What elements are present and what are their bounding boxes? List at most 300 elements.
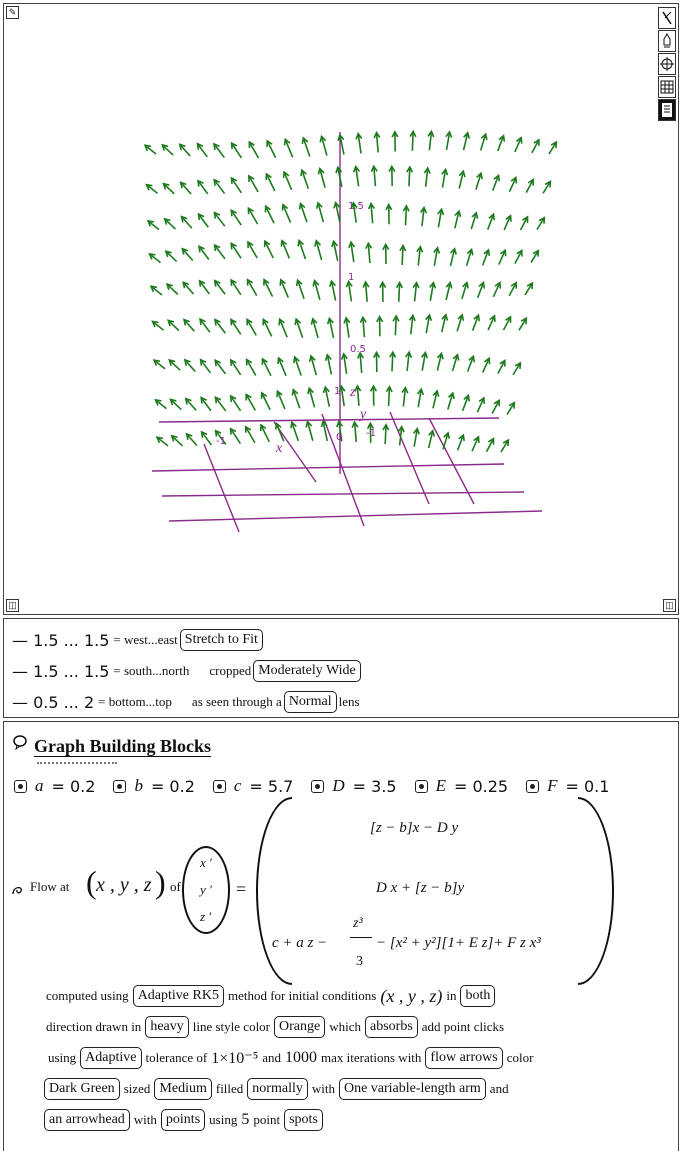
flow-arrow — [231, 396, 241, 411]
range-y-text: — 1.5 ... 1.5 — [12, 662, 109, 681]
flow-arrow — [199, 246, 209, 259]
settings-text: and — [490, 1081, 509, 1097]
flow-arrow — [410, 131, 416, 150]
flow-arrow — [374, 133, 380, 153]
flow-arrow — [458, 435, 465, 450]
flow-arrow — [198, 181, 208, 194]
param-a[interactable] — [14, 776, 95, 796]
grid-line — [204, 444, 239, 532]
flow-arrow — [215, 245, 225, 259]
z-tick-label: 0 — [336, 432, 342, 443]
flow-arrow — [509, 283, 516, 296]
frac-den: 3 — [356, 954, 363, 970]
flow-arrow — [457, 315, 463, 331]
flow-arrow — [498, 361, 505, 374]
flow-arrow — [201, 398, 211, 411]
flow-arrow — [181, 217, 191, 229]
flow-arrow — [201, 360, 211, 373]
heavy-button[interactable]: heavy — [145, 1016, 188, 1038]
flow-arrow — [231, 319, 241, 334]
param-d-toggle[interactable] — [311, 780, 324, 793]
settings-line — [44, 1016, 506, 1038]
grid-line — [429, 418, 474, 504]
flow-arrow — [386, 387, 392, 406]
flow-eq-z-b[interactable]: − [x² + y²][1+ E z]+ F z x³ — [376, 935, 541, 952]
flow-arrow — [499, 250, 506, 264]
collapse-icon[interactable]: ◫ — [6, 599, 19, 612]
flow-arrow — [455, 211, 461, 228]
tick-label: -1 — [216, 436, 226, 447]
settings-text: color — [507, 1050, 534, 1066]
settings-text: which — [329, 1019, 361, 1035]
param-c-name: c — [234, 776, 242, 796]
flow-arrow — [429, 431, 435, 448]
flow-arrow — [549, 142, 556, 154]
adaptive-button[interactable]: Adaptive — [80, 1047, 141, 1069]
flow-arrow — [488, 214, 495, 229]
flow-arrow — [383, 244, 389, 264]
flow-eq-z-a[interactable]: c + a z − — [272, 935, 327, 952]
flow-arrow — [145, 145, 156, 154]
flow-arrow — [521, 217, 528, 230]
flow-arrow — [526, 180, 533, 193]
flow-arrow — [406, 352, 412, 371]
of-row — [170, 879, 181, 895]
flow-arrow — [354, 167, 360, 187]
param-f[interactable] — [526, 776, 609, 796]
settings-text: direction drawn in — [46, 1019, 141, 1035]
flow-arrow — [262, 359, 271, 376]
frac-bar — [350, 937, 372, 938]
range-x-desc: = west...east — [113, 632, 177, 648]
param-e-value[interactable]: = 0.25 — [454, 777, 508, 796]
flow-arrow — [355, 386, 361, 406]
flow-arrow — [317, 203, 324, 222]
flow-arrow — [247, 360, 256, 376]
flow-arrow — [167, 284, 178, 294]
flow-arrow — [187, 434, 197, 446]
flow-arrow — [519, 318, 526, 330]
flow-arrow — [151, 286, 162, 295]
flow-arrow — [248, 280, 257, 296]
grid-line — [159, 418, 499, 422]
settings-text: 1×10⁻⁵ — [211, 1048, 258, 1068]
flow-arrow — [498, 136, 505, 151]
z-tick-label: 1 — [348, 272, 354, 283]
range-z-desc: = bottom...top — [98, 694, 172, 710]
flow-arrow — [297, 280, 304, 299]
flow-arrow — [344, 318, 350, 338]
flow-arrow — [246, 394, 255, 410]
flow-arrow — [280, 280, 288, 298]
flow-arrow — [171, 399, 182, 409]
flow-arrow — [231, 243, 241, 258]
flow-arrow — [284, 172, 292, 190]
frac-num: z³ — [353, 916, 363, 932]
tick-label: -1 — [366, 428, 376, 439]
flow-arrow — [504, 317, 511, 330]
flow-arrow — [265, 241, 274, 258]
flow-arrow-shaft — [406, 206, 407, 225]
flow-arrow — [397, 283, 403, 302]
flow-arrow — [403, 206, 409, 225]
flow-arrow — [185, 360, 195, 372]
normally-button[interactable]: normally — [247, 1078, 308, 1100]
settings-text: tolerance of — [146, 1050, 208, 1066]
flow-arrow — [308, 388, 315, 407]
flow-arrow-shaft — [399, 283, 400, 302]
flow-arrow — [515, 251, 522, 264]
flow-arrow — [543, 181, 550, 193]
z-tick-label: 1.5 — [348, 201, 364, 212]
flow-arrow — [180, 144, 190, 156]
medium-button[interactable]: Medium — [154, 1078, 211, 1100]
flow-arrow-shaft — [412, 131, 413, 150]
flow-arrow — [492, 400, 499, 413]
flow-arrow — [366, 243, 372, 263]
adaptive-rk5-button[interactable]: Adaptive RK5 — [133, 985, 224, 1007]
flow-eq-x[interactable]: [z − b]x − D y — [370, 820, 458, 837]
stretch-button[interactable]: Stretch to Fit — [180, 629, 263, 651]
flow-arrow — [421, 208, 427, 227]
flow-arrow — [328, 318, 334, 338]
flow-arrow — [148, 221, 159, 230]
flow-arrow — [525, 283, 532, 295]
param-f-value[interactable]: = 0.1 — [565, 777, 609, 796]
flow-arrow — [342, 354, 348, 374]
flow-arrow — [246, 427, 255, 443]
param-f-toggle[interactable] — [526, 780, 539, 793]
flow-arrow — [336, 167, 342, 187]
flow-arrow — [409, 315, 415, 334]
flow-arrow — [295, 319, 302, 338]
flow-arrow — [285, 139, 293, 157]
flow-arrow — [165, 219, 176, 229]
flow-arrow — [493, 283, 500, 297]
flow-arrow — [214, 180, 224, 194]
matrix-left-paren — [256, 797, 292, 985]
flow-arrow — [501, 440, 508, 452]
flow-arrow — [214, 213, 224, 227]
flow-arrow — [279, 319, 287, 337]
flow-arrow — [231, 178, 241, 193]
flow-arrow — [442, 315, 448, 332]
flow-arrow — [450, 249, 456, 266]
flow-arrow — [249, 176, 258, 192]
range-row-y — [12, 660, 363, 682]
flow-arrow — [197, 144, 207, 157]
flow-arrow — [231, 360, 241, 375]
flow-arrow — [334, 203, 340, 223]
grid-line — [169, 511, 542, 521]
param-c-value[interactable]: = 5.7 — [249, 777, 293, 796]
flow-arrow — [442, 169, 448, 187]
an-arrowhead-button[interactable]: an arrowhead — [44, 1109, 130, 1131]
lens-suffix: lens — [339, 694, 360, 710]
settings-text: filled — [216, 1081, 243, 1097]
settings-text: with — [134, 1112, 157, 1128]
flow-arrow — [434, 248, 440, 266]
flow-arrow — [294, 357, 301, 376]
flow-arrow — [249, 142, 258, 158]
flow-arrow — [433, 391, 439, 408]
flow-arrow — [291, 422, 298, 441]
flow-arrow — [407, 167, 413, 186]
one-variable-length-arm-button[interactable]: One variable-length arm — [339, 1078, 486, 1100]
flow-eq-y[interactable]: D x + [z − b]y — [376, 880, 464, 897]
flow-arrow — [181, 182, 191, 194]
flow-arrow — [281, 241, 289, 259]
flow-arrow — [414, 429, 420, 447]
flow-arrow — [200, 281, 210, 294]
flow-arrow — [202, 432, 212, 445]
flow-arrow — [313, 281, 320, 300]
flow-header — [30, 879, 69, 895]
flow-arrow-shaft — [389, 387, 390, 406]
flow-arrow — [315, 241, 322, 260]
settings-text: 1000 — [285, 1049, 317, 1067]
flow-arrow — [426, 315, 432, 333]
flow-arrow — [509, 178, 516, 192]
flow-arrow — [476, 173, 482, 189]
flow-arrow — [360, 317, 366, 337]
flow-arrow — [452, 355, 458, 371]
flow-arrow — [537, 218, 544, 230]
flow-arrow — [446, 132, 452, 150]
param-e-toggle[interactable] — [415, 780, 428, 793]
flow-arrow — [428, 131, 434, 150]
flow-arrow — [215, 397, 225, 411]
flow-arrow — [262, 393, 271, 410]
grid-line — [322, 414, 364, 526]
flow-arrow — [266, 174, 275, 191]
settings-line — [42, 1109, 325, 1131]
z-tick-label: 0.5 — [350, 344, 366, 355]
flow-arrow — [358, 353, 364, 373]
flow-arrow — [400, 246, 406, 265]
flow-arrow — [386, 205, 392, 225]
absorbs-button[interactable]: absorbs — [365, 1016, 418, 1038]
param-a-value[interactable]: = 0.2 — [52, 777, 96, 796]
crop-button[interactable]: Moderately Wide — [253, 660, 361, 682]
settings-line — [46, 1047, 535, 1069]
param-a-toggle[interactable] — [14, 780, 27, 793]
param-c-toggle[interactable] — [213, 780, 226, 793]
settings-line — [42, 1078, 511, 1100]
flow-arrow — [310, 356, 317, 375]
flow-arrow — [184, 320, 194, 332]
flow-arrow — [471, 213, 477, 229]
flow-arrow — [413, 283, 419, 302]
flow-arrow-shaft — [409, 167, 410, 186]
flow-arrow — [467, 249, 473, 265]
both-button[interactable]: both — [460, 985, 495, 1007]
orange-button[interactable]: Orange — [274, 1016, 325, 1038]
flow-arrow — [199, 214, 209, 227]
flow-arrow — [150, 254, 161, 263]
flow-arrow — [507, 403, 514, 415]
flow-arrow — [371, 386, 377, 406]
flow-arrow — [377, 317, 383, 337]
flow-arrow — [402, 388, 408, 407]
flow-arrow — [371, 166, 377, 186]
flow-arrow — [383, 425, 389, 444]
flow-arrow — [531, 251, 538, 263]
range-z-text: — 0.5 ... 2 — [12, 693, 94, 712]
settings-text: (x , y , z) — [380, 986, 442, 1007]
flow-arrow — [487, 439, 494, 452]
range-row-z — [12, 691, 360, 713]
flow-arrow — [320, 136, 327, 155]
building-blocks-panel: Graph Building Blocks a = 0.2 b = 0.2 c = 5.7 D = 3.5 E = 0.25 F = 0.1 Flow at ( x , y , z ) of x ′ y ′ z ′ = [z − b]x − D y D x + [z − b]y c + a z − z³ 3 − [x² + y²][1+ E z]+ F z x³ computed using Adaptive RK5 method for initial conditions (x , y , z) in both direction drawn in heavy line style color Orange which absorbs add point clicks using Adaptive tolerance of 1×10⁻⁵ and 1000 max iterations with flow arrows color Dark Green sized Medium filled normally with One variable-length arm and an arrowhead with points using 5 point spots — [3, 721, 679, 1151]
settings-text: using — [209, 1112, 237, 1128]
flow-arrow — [481, 134, 487, 150]
flow-arrow — [459, 171, 465, 188]
params-row — [14, 776, 609, 796]
settings-text: and — [262, 1050, 281, 1066]
flow-arrow — [298, 240, 305, 259]
flow-arrow — [172, 436, 183, 446]
param-d[interactable] — [311, 776, 396, 796]
flow-arrow — [318, 169, 325, 188]
settings-text: add point clicks — [422, 1019, 504, 1035]
flow-arrow — [215, 360, 225, 374]
graph-panel[interactable] — [3, 3, 679, 615]
param-e[interactable] — [415, 776, 509, 796]
dark-green-button[interactable]: Dark Green — [44, 1078, 120, 1100]
flow-arrow — [349, 242, 355, 262]
flow-arrow — [356, 134, 362, 154]
speech-bubble-icon[interactable] — [12, 734, 28, 750]
flow-arrow — [231, 280, 241, 295]
flow-arrow — [464, 133, 470, 150]
flow-arrow — [346, 282, 352, 302]
grid-line — [152, 464, 504, 471]
flow-arrow — [374, 352, 380, 372]
param-c[interactable] — [213, 776, 293, 796]
flow-arrow — [166, 251, 177, 261]
flow-arrow — [369, 204, 375, 224]
flow-arrow — [264, 280, 273, 297]
range-panel — [3, 618, 679, 718]
flow-arrow — [156, 400, 167, 409]
matrix-right-paren — [578, 797, 614, 985]
flow-arrow — [390, 352, 396, 371]
edit-icon[interactable]: ✎ — [6, 6, 19, 19]
cropped-label: cropped — [209, 663, 251, 679]
axis-label: z — [349, 385, 356, 400]
flow-icon[interactable] — [10, 882, 26, 898]
flow-arrow — [261, 425, 270, 442]
lens-prefix: as seen through a — [192, 694, 282, 710]
flow-arrow — [430, 283, 436, 301]
flow-arrow — [263, 319, 272, 336]
param-d-value[interactable]: = 3.5 — [353, 777, 397, 796]
resize-icon[interactable]: ◫ — [663, 599, 676, 612]
spots-button[interactable]: spots — [284, 1109, 323, 1131]
flow-arrow — [248, 208, 257, 224]
flow-arrow — [265, 206, 274, 223]
flow-arrow — [438, 209, 444, 227]
flow-arrow-shaft — [385, 425, 386, 444]
range-row-x — [12, 629, 265, 651]
flow-arrow — [330, 281, 336, 301]
flow-arrow — [215, 281, 225, 295]
of-label: of — [170, 879, 181, 895]
settings-text: max iterations with — [321, 1050, 421, 1066]
param-e-name: E — [436, 776, 446, 796]
flow-arrow — [443, 433, 449, 449]
flow-arrow — [483, 250, 490, 265]
flow-arrow — [393, 316, 399, 335]
vector-field-plot[interactable] — [4, 4, 680, 616]
flow-arrow — [380, 282, 386, 302]
param-b-name: b — [134, 776, 143, 796]
param-b-value[interactable]: = 0.2 — [151, 777, 195, 796]
points-button[interactable]: points — [161, 1109, 205, 1131]
title-underline — [37, 762, 117, 764]
param-d-name: D — [332, 776, 344, 796]
flow-label: Flow at — [30, 879, 69, 895]
flow-arrow — [332, 241, 338, 261]
flow-arrow — [168, 320, 179, 330]
flow-arrow — [352, 422, 358, 442]
flow-arrow — [462, 283, 468, 299]
param-b[interactable] — [113, 776, 194, 796]
flow-arrow — [277, 391, 285, 409]
flow-arrow — [302, 138, 309, 157]
flow-arrow — [389, 166, 395, 186]
settings-text: sized — [124, 1081, 151, 1097]
flow-arrow — [163, 184, 174, 194]
flow-arrow — [532, 140, 539, 153]
flow-arrow — [468, 356, 475, 371]
param-f-name: F — [547, 776, 557, 796]
flow-arrow — [282, 205, 290, 223]
flow-arrow — [478, 283, 485, 298]
flow-arrow — [418, 389, 424, 407]
range-y-desc: = south...north — [113, 663, 189, 679]
flow-arrow — [392, 132, 398, 152]
lens-button[interactable]: Normal — [284, 691, 337, 713]
flow-arrows-button[interactable]: flow arrows — [425, 1047, 502, 1069]
flow-arrow — [477, 398, 484, 412]
flow-arrow — [306, 422, 313, 441]
grid-line — [390, 412, 429, 504]
flow-arrow — [321, 421, 327, 441]
flow-arrow — [157, 437, 168, 446]
flow-arrow — [169, 360, 180, 370]
tick-label: 1 — [334, 386, 340, 397]
flow-arrow — [276, 423, 284, 441]
settings-text: method for initial conditions — [228, 988, 376, 1004]
settings-line — [44, 985, 497, 1007]
flow-arrow — [183, 282, 193, 294]
flow-arrow — [154, 360, 165, 369]
flow-arrow — [186, 399, 196, 411]
blocks-title: Graph Building Blocks — [34, 736, 211, 757]
flow-arrow — [363, 282, 369, 302]
flow-arrow — [232, 143, 242, 158]
axis-label: y — [358, 407, 367, 422]
settings-text: point — [253, 1112, 280, 1128]
param-b-toggle[interactable] — [113, 780, 126, 793]
flow-arrow-shaft — [392, 352, 393, 371]
flow-arrow — [417, 247, 423, 266]
flow-arrow — [311, 319, 318, 338]
flow-arrow — [424, 168, 430, 187]
flow-arrow — [446, 283, 452, 300]
